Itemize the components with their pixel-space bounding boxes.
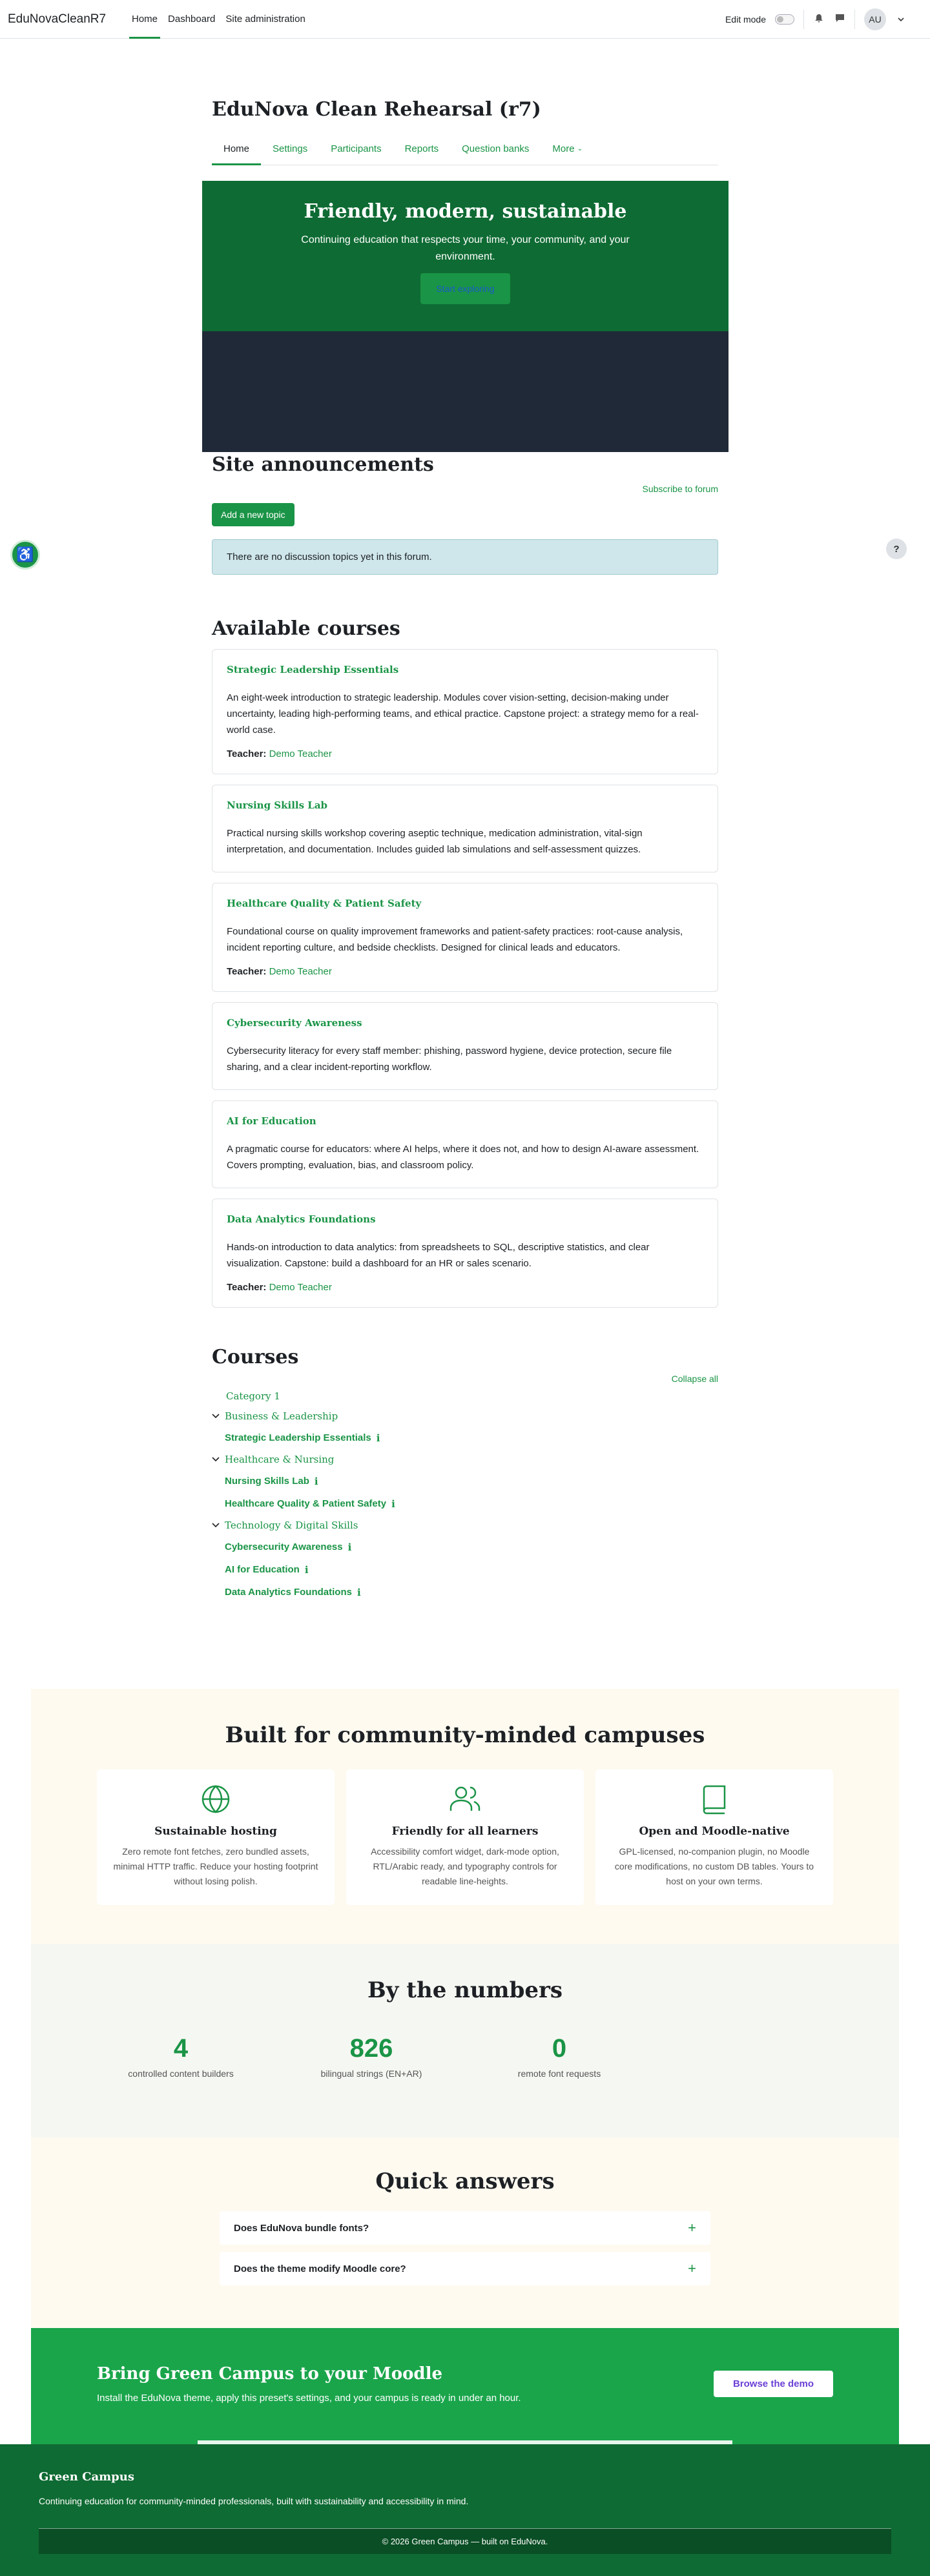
plus-icon: + bbox=[688, 2220, 696, 2236]
user-avatar[interactable]: AU bbox=[864, 8, 886, 30]
stat-block bbox=[287, 2034, 455, 2079]
tab-home[interactable]: Home bbox=[212, 133, 261, 165]
tab-more[interactable] bbox=[541, 133, 594, 165]
course-card-title[interactable]: Nursing Skills Lab bbox=[227, 799, 328, 811]
info-icon[interactable]: i bbox=[347, 1541, 352, 1553]
browse-demo-button[interactable]: Browse the demo bbox=[714, 2371, 833, 2397]
feature-title: Friendly for all learners bbox=[391, 1825, 539, 1838]
course-card-summary: Practical nursing skills workshop covering aseptic technique, medication administration, vital-sign interpretation, and documentation. Includes guided lab simulations and self-assessment quizzes. bbox=[227, 828, 643, 855]
info-icon[interactable]: i bbox=[304, 1563, 309, 1576]
footer-copyright bbox=[39, 2528, 891, 2554]
course-card bbox=[212, 1199, 718, 1308]
tab-settings[interactable]: Settings bbox=[273, 143, 308, 154]
info-icon[interactable]: i bbox=[391, 1498, 395, 1510]
tree-course-link[interactable]: Strategic Leadership Essentials bbox=[225, 1432, 371, 1443]
hero-title: Friendly, modern, sustainable bbox=[304, 200, 627, 223]
category-link[interactable]: Category 1 bbox=[226, 1390, 280, 1402]
course-card bbox=[212, 1100, 718, 1188]
bell-icon[interactable] bbox=[813, 14, 825, 25]
feature-text: GPL-licensed, no-companion plugin, no Moodle core modifications, no custom DB tables. Yours to host on your own terms. bbox=[614, 1846, 814, 1886]
tab-reports[interactable]: Reports bbox=[404, 143, 439, 154]
site-footer bbox=[0, 2444, 930, 2576]
stat-label: bilingual strings (EN+AR) bbox=[320, 2068, 422, 2079]
tree-course-link[interactable]: AI for Education bbox=[225, 1564, 300, 1575]
stat-value: 4 bbox=[173, 2034, 189, 2063]
stat-block bbox=[475, 2034, 643, 2079]
edit-mode-toggle[interactable] bbox=[775, 14, 794, 25]
teacher-label: Teacher: bbox=[227, 966, 267, 977]
page-title: EduNova Clean Rehearsal (r7) bbox=[212, 98, 541, 121]
course-card-title[interactable]: Cybersecurity Awareness bbox=[227, 1017, 362, 1029]
stat-label: remote font requests bbox=[517, 2068, 601, 2079]
navbar-right bbox=[725, 8, 907, 30]
announcements-title: Site announcements bbox=[212, 453, 434, 476]
course-card-summary: An eight-week introduction to strategic leadership. Modules cover vision-setting, decision-making under uncertainty, leading high-performing teams, and ethical practice. Capstone project: a strategy memo for a real-world case. bbox=[227, 692, 699, 736]
hero-banner bbox=[202, 181, 728, 452]
hero-subtitle: Continuing education that respects your time, your community, and your environment. bbox=[301, 234, 630, 262]
plus-icon: + bbox=[688, 2260, 696, 2276]
teacher-link[interactable]: Demo Teacher bbox=[269, 1282, 332, 1293]
course-card bbox=[212, 785, 718, 872]
feature-text: Zero remote font fetches, zero bundled assets, minimal HTTP traffic. Reduce your hosting footprint without losing polish. bbox=[113, 1846, 318, 1886]
top-navbar bbox=[0, 0, 930, 39]
course-header bbox=[212, 98, 718, 121]
footer-title: Green Campus bbox=[39, 2470, 134, 2484]
subscribe-forum-link[interactable]: Subscribe to forum bbox=[642, 484, 718, 494]
nav-dashboard[interactable]: Dashboard bbox=[168, 14, 216, 25]
numbers-section bbox=[31, 1944, 899, 2138]
navbar-divider bbox=[803, 10, 804, 29]
chevron-down-icon[interactable] bbox=[212, 1455, 225, 1465]
faq-question[interactable] bbox=[220, 2211, 710, 2245]
feature-card bbox=[595, 1769, 833, 1905]
teacher-link[interactable]: Demo Teacher bbox=[269, 966, 332, 977]
course-card-title[interactable]: Healthcare Quality & Patient Safety bbox=[227, 898, 422, 909]
course-card bbox=[212, 649, 718, 774]
hero-cta-button[interactable]: Start exploring bbox=[420, 273, 510, 304]
features-title: Built for community-minded campuses bbox=[225, 1722, 705, 1748]
chevron-down-icon[interactable] bbox=[895, 14, 907, 25]
course-card-title[interactable]: Strategic Leadership Essentials bbox=[227, 664, 399, 675]
features-section bbox=[31, 1689, 899, 1944]
cta-banner bbox=[31, 2328, 899, 2444]
feature-text: Accessibility comfort widget, dark-mode option, RTL/Arabic ready, and typography controls for readable line-heights. bbox=[371, 1846, 559, 1886]
site-announcements bbox=[212, 453, 718, 575]
feature-title: Open and Moodle-native bbox=[639, 1825, 790, 1838]
teacher-link[interactable]: Demo Teacher bbox=[269, 748, 332, 759]
course-card bbox=[212, 1002, 718, 1090]
courses-title: Courses bbox=[212, 1346, 299, 1368]
feature-title: Sustainable hosting bbox=[154, 1825, 277, 1838]
info-icon[interactable]: i bbox=[356, 1586, 361, 1598]
faq-title: Quick answers bbox=[375, 2169, 555, 2194]
tree-course-link[interactable]: Healthcare Quality & Patient Safety bbox=[225, 1498, 387, 1509]
course-card-title[interactable]: Data Analytics Foundations bbox=[227, 1213, 376, 1225]
numbers-title: By the numbers bbox=[367, 1977, 563, 2003]
course-card-summary: A pragmatic course for educators: where AI helps, where it does not, and how to design AI-aware assessment. Covers prompting, evaluation, bias, and classroom policy. bbox=[227, 1144, 699, 1171]
tree-course-link[interactable]: Data Analytics Foundations bbox=[225, 1587, 352, 1598]
faq-section bbox=[31, 2138, 899, 2328]
info-icon[interactable]: i bbox=[314, 1475, 318, 1487]
teacher-label: Teacher: bbox=[227, 1282, 267, 1293]
info-icon[interactable]: i bbox=[376, 1432, 380, 1444]
stat-label: controlled content builders bbox=[128, 2068, 234, 2079]
course-card bbox=[212, 883, 718, 992]
edit-mode-label: Edit mode bbox=[725, 14, 766, 25]
chevron-down-icon[interactable] bbox=[212, 1521, 225, 1530]
course-card-summary: Foundational course on quality improvement frameworks and patient-safety practices: root-cause analysis, incident reporting culture, and bedside checklists. Designed for clinical leads and educators. bbox=[227, 926, 683, 953]
tree-course-link[interactable]: Nursing Skills Lab bbox=[225, 1476, 309, 1487]
feature-card bbox=[97, 1769, 335, 1905]
tab-more-label: More bbox=[552, 143, 575, 154]
globe-icon bbox=[97, 1784, 335, 1816]
faq-question[interactable] bbox=[220, 2252, 710, 2285]
course-card-summary: Cybersecurity literacy for every staff member: phishing, password hygiene, device protection, secure file sharing, and a clear incident-reporting workflow. bbox=[227, 1046, 672, 1073]
chevron-down-icon: ⌄ bbox=[577, 145, 583, 152]
feature-card bbox=[346, 1769, 584, 1905]
tab-question-banks[interactable]: Question banks bbox=[462, 143, 530, 154]
book-icon bbox=[595, 1784, 833, 1816]
faq-question-text: Does the theme modify Moodle core? bbox=[234, 2263, 406, 2274]
empty-forum-text: There are no discussion topics yet in this forum. bbox=[227, 551, 432, 562]
stat-block bbox=[97, 2034, 265, 2079]
users-icon bbox=[346, 1784, 584, 1816]
stat-value: 0 bbox=[552, 2034, 567, 2063]
course-categories bbox=[212, 1346, 718, 1603]
category-link[interactable]: Business & Leadership bbox=[225, 1410, 338, 1422]
footer-text: Continuing education for community-minded professionals, built with sustainability and accessibility in mind. bbox=[39, 2496, 469, 2506]
category-tree bbox=[212, 1386, 718, 1603]
category-link[interactable]: Healthcare & Nursing bbox=[225, 1454, 335, 1465]
nav-home[interactable]: Home bbox=[129, 0, 160, 39]
available-courses bbox=[212, 617, 718, 1318]
add-topic-button[interactable]: Add a new topic bbox=[212, 503, 294, 526]
message-icon[interactable] bbox=[834, 14, 845, 25]
site-brand[interactable]: EduNovaCleanR7 bbox=[8, 12, 107, 26]
copyright-text: © 2026 Green Campus — built on EduNova. bbox=[382, 2537, 548, 2546]
teacher-label: Teacher: bbox=[227, 748, 267, 759]
nav-site-administration[interactable]: Site administration bbox=[225, 14, 305, 25]
tab-participants[interactable]: Participants bbox=[331, 143, 382, 154]
available-courses-title: Available courses bbox=[212, 617, 400, 640]
accessibility-icon[interactable]: ♿ bbox=[10, 540, 40, 570]
primary-nav bbox=[129, 0, 313, 39]
tree-course-link[interactable]: Cybersecurity Awareness bbox=[225, 1541, 343, 1552]
cta-title: Bring Green Campus to your Moodle bbox=[97, 2364, 443, 2384]
category-link[interactable]: Technology & Digital Skills bbox=[225, 1520, 358, 1531]
navbar-divider bbox=[854, 10, 855, 29]
collapse-all-link[interactable]: Collapse all bbox=[671, 1374, 718, 1384]
hero-image-area bbox=[202, 331, 728, 452]
empty-forum-alert bbox=[212, 539, 718, 575]
secondary-nav bbox=[212, 133, 718, 165]
cta-text: Install the EduNova theme, apply this preset's settings, and your campus is ready in under an hour. bbox=[97, 2393, 521, 2404]
course-card-title[interactable]: AI for Education bbox=[227, 1115, 316, 1127]
faq-question-text: Does EduNova bundle fonts? bbox=[234, 2222, 369, 2234]
course-card-summary: Hands-on introduction to data analytics: from spreadsheets to SQL, descriptive statistics, and clear visualization. Capstone: build a dashboard for an HR or sales scenario. bbox=[227, 1242, 650, 1269]
chevron-down-icon[interactable] bbox=[212, 1412, 225, 1421]
help-icon[interactable]: ? bbox=[886, 539, 907, 559]
stat-value: 826 bbox=[349, 2034, 393, 2063]
